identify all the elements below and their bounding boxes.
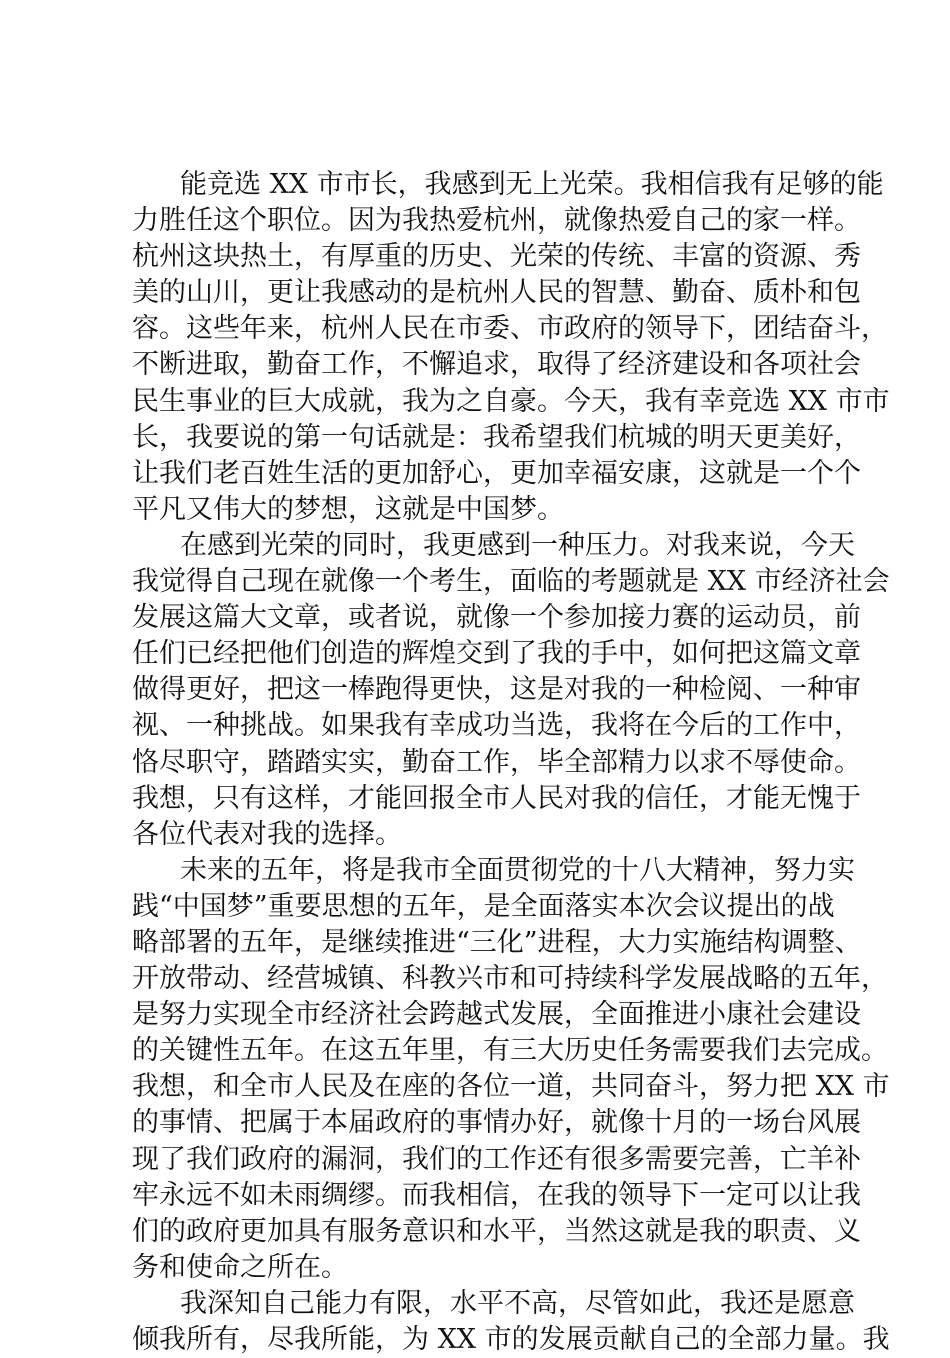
text-line: 未来的五年，将是我市全面贯彻党的十八大精神，努力实 [180,854,855,886]
paragraph-3 [132,853,890,1286]
paragraph-2 [132,528,890,853]
text-line: 我想，只有这样，才能回报全市人民对我的信任，才能无愧于 [132,782,861,814]
text-line: 我深知自己能力有限，水平不高，尽管如此，我还是愿意 [180,1287,855,1319]
text-line: 现了我们政府的漏洞，我们的工作还有很多需要完善，亡羊补 [132,1143,861,1175]
text-line: 是努力实现全市经济社会跨越式发展，全面推进小康社会建设 [132,999,861,1031]
text-line: 略部署的五年，是继续推进“三化”进程，大力实施结构调整、 [132,926,862,958]
text-line: 杭州这块热土，有厚重的历史、光荣的传统、丰富的资源、秀 [132,241,861,273]
text-line: 任们已经把他们创造的辉煌交到了我的手中，如何把这篇文章 [132,638,861,670]
text-line: 的事情、把属于本届政府的事情办好，就像十月的一场台风展 [132,1107,861,1139]
text-line: 长，我要说的第一句话就是：我希望我们杭城的明天更美好， [132,421,861,453]
text-line: 开放带动、经营城镇、科教兴市和可持续科学发展战略的五年， [132,963,888,995]
text-line: 能竞选 XX 市市长，我感到无上光荣。我相信我有足够的能 [180,169,884,200]
text-line: 做得更好，把这一棒跑得更快，这是对我的一种检阅、一种审 [132,674,861,706]
text-line: 平凡又伟大的梦想，这就是中国梦。 [132,493,564,525]
text-line: 们的政府更加具有服务意识和水平，当然这就是我的职责、义 [132,1215,861,1247]
text-line: 的关键性五年。在这五年里，有三大历史任务需要我们去完成。 [132,1035,888,1067]
document-body [132,167,890,1358]
text-line: 务和使命之所在。 [132,1251,348,1283]
text-line: 美的山川，更让我感动的是杭州人民的智慧、勤奋、质朴和包 [132,277,861,309]
text-line: 让我们老百姓生活的更加舒心，更加幸福安康，这就是一个个 [132,457,861,489]
text-line: 在感到光荣的同时，我更感到一种压力。对我来说，今天 [180,529,855,561]
text-line: 我想，和全市人民及在座的各位一道，共同奋斗，努力把 XX 市 [132,1071,890,1103]
text-line: 不断进取，勤奋工作，不懈追求，取得了经济建设和各项社会 [132,349,861,381]
text-line: 倾我所有，尽我所能，为 XX 市的发展贡献自己的全部力量。我 [132,1324,890,1355]
text-line: 恪尽职守，踏踏实实，勤奋工作，毕全部精力以求不辱使命。 [132,746,861,778]
text-line: 牢永远不如未雨绸缪。而我相信，在我的领导下一定可以让我 [132,1179,861,1211]
text-line: 力胜任这个职位。因为我热爱杭州，就像热爱自己的家一样。 [132,205,861,237]
paragraph-4 [132,1286,890,1358]
text-line: 民生事业的巨大成就，我为之自豪。今天，我有幸竞选 XX 市市 [132,385,890,417]
text-line: 各位代表对我的选择。 [132,818,402,850]
text-line: 容。这些年来，杭州人民在市委、市政府的领导下，团结奋斗， [132,313,888,345]
text-line: 我觉得自己现在就像一个考生，面临的考题就是 XX 市经济社会 [132,566,890,598]
text-line: 践“中国梦”重要思想的五年，是全面落实本次会议提出的战 [132,890,835,922]
paragraph-1 [132,167,890,528]
text-line: 视、一种挑战。如果我有幸成功当选，我将在今后的工作中， [132,710,861,742]
text-line: 发展这篇大文章，或者说，就像一个参加接力赛的运动员，前 [132,602,861,634]
